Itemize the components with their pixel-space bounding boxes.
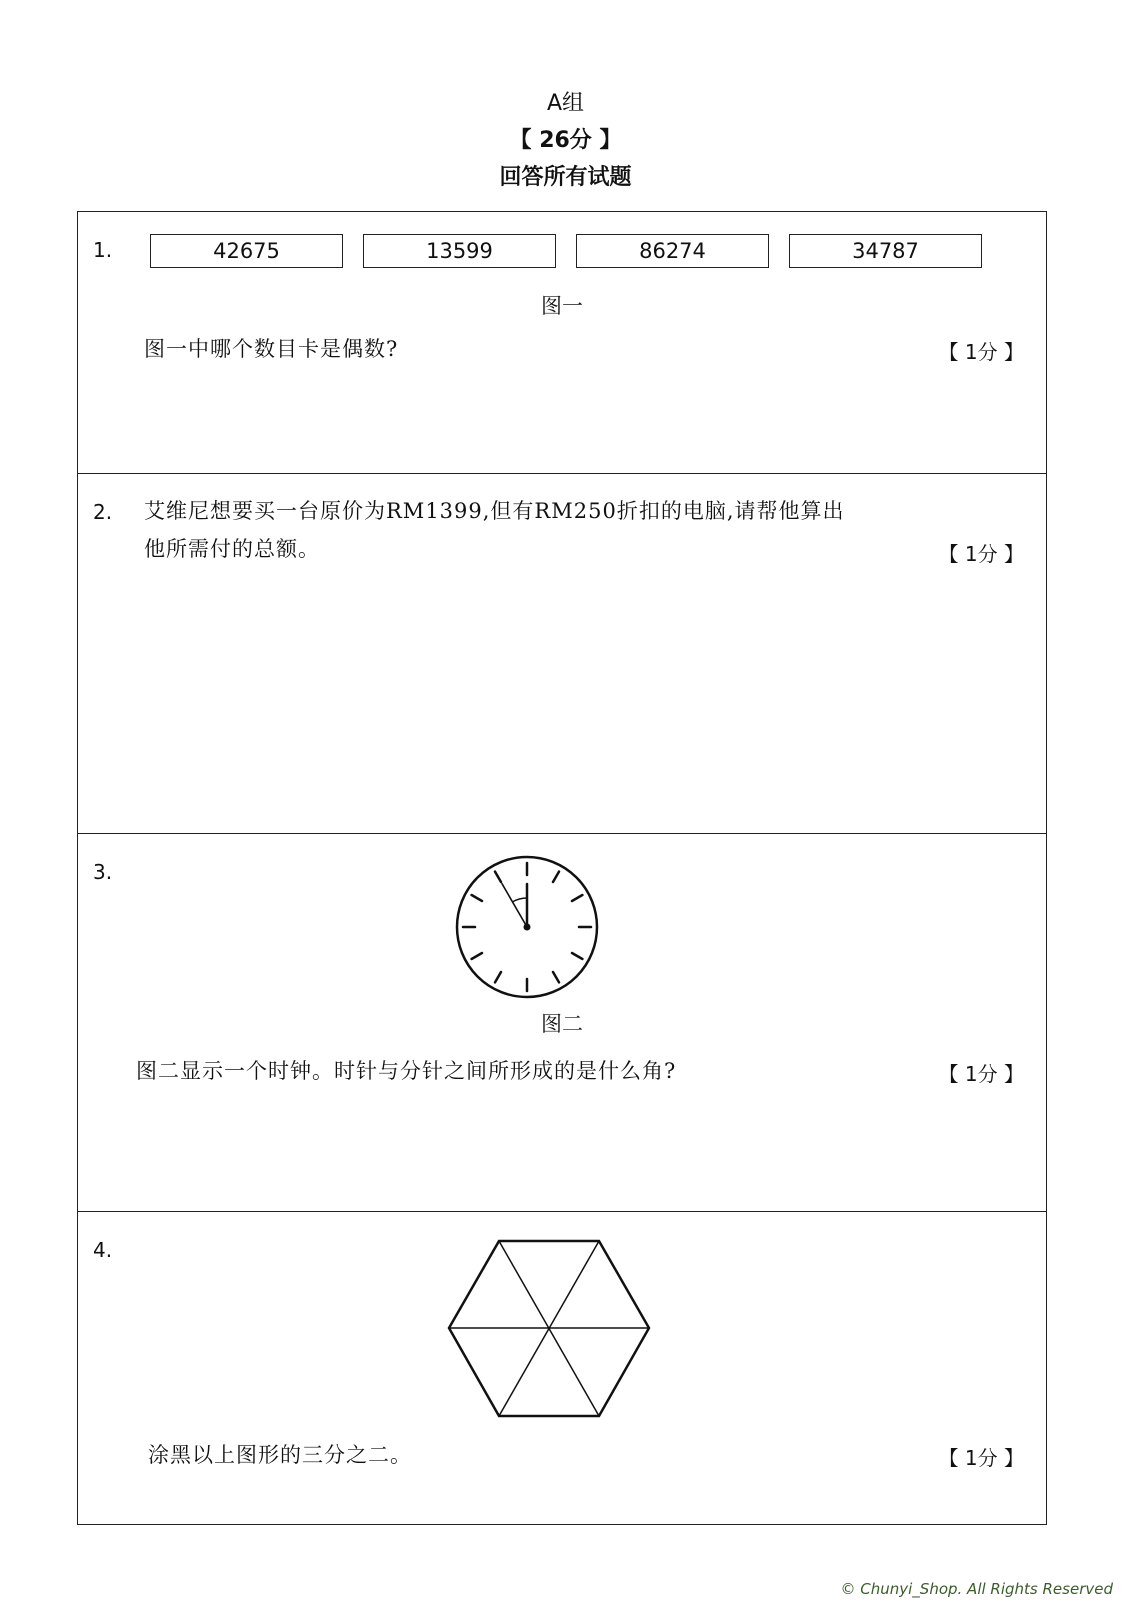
clock-figure (454, 854, 600, 1000)
section-instruction: 回答所有试题 (499, 165, 632, 190)
question-paper (77, 211, 1047, 1525)
question-number: 2. (93, 500, 113, 524)
question-number: 1. (93, 238, 113, 262)
figure-caption: 图二 (541, 1012, 583, 1036)
question-1 (78, 212, 1046, 474)
question-number: 4. (93, 1238, 113, 1262)
question-text-line-1: 艾维尼想要买一台原价为RM1399,但有RM250折扣的电脑,请帮他算出 (144, 499, 845, 523)
question-text: 图一中哪个数目卡是偶数? (144, 337, 399, 361)
number-card: 13599 (363, 234, 556, 268)
question-marks: 【 1分 】 (938, 340, 1024, 364)
number-card: 42675 (150, 234, 343, 268)
question-marks: 【 1分 】 (938, 1062, 1024, 1086)
question-marks: 【 1分 】 (938, 542, 1024, 566)
number-card: 86274 (576, 234, 769, 268)
number-card: 34787 (789, 234, 982, 268)
question-3 (78, 834, 1046, 1212)
question-4 (78, 1212, 1046, 1526)
question-text-line-2: 他所需付的总额。 (144, 537, 320, 561)
number-cards (150, 234, 982, 268)
question-text: 图二显示一个时钟。时针与分针之间所形成的是什么角? (136, 1059, 677, 1083)
question-2 (78, 474, 1046, 834)
question-marks: 【 1分 】 (938, 1446, 1024, 1470)
copyright-footer: © Chunyi_Shop. All Rights Reserved (840, 1580, 1113, 1598)
section-marks: 【 26分 】 (509, 128, 622, 153)
question-text: 涂黑以上图形的三分之二。 (148, 1443, 412, 1467)
section-title: A组 (546, 91, 585, 116)
question-number: 3. (93, 860, 113, 884)
hexagon-figure (444, 1238, 654, 1420)
clock-center (524, 924, 531, 931)
figure-caption: 图一 (541, 294, 583, 318)
